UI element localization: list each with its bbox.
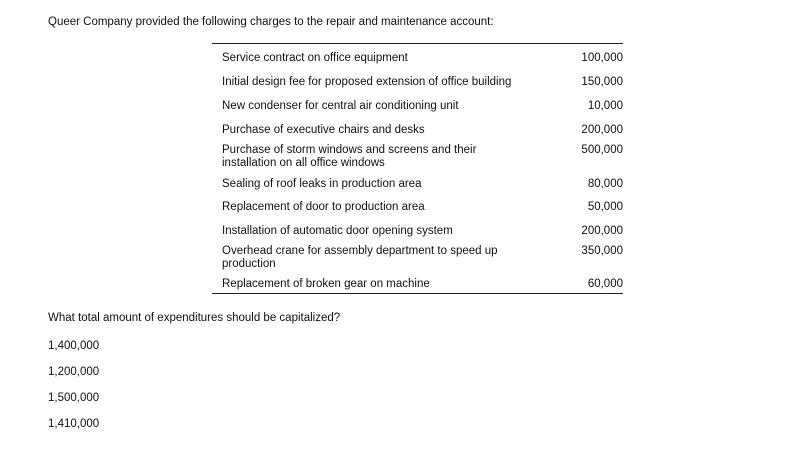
row-amount: 60,000 — [587, 278, 623, 290]
row-description: Replacement of broken gear on machine — [222, 278, 430, 290]
row-description: Service contract on office equipment — [222, 52, 408, 64]
question-text: What total amount of expenditures should be capitalized? — [48, 312, 341, 324]
table-row — [212, 52, 623, 65]
answer-option-4[interactable]: 1,410,000 — [48, 418, 100, 430]
table-row — [212, 178, 623, 191]
row-amount: 100,000 — [581, 52, 623, 64]
table-row — [212, 124, 623, 137]
answer-option-1[interactable]: 1,400,000 — [48, 340, 100, 352]
row-description: Sealing of roof leaks in production area — [222, 178, 422, 190]
row-description: Installation of automatic door opening system — [222, 225, 453, 237]
row-amount: 80,000 — [587, 178, 623, 190]
table-row — [212, 201, 623, 214]
row-amount: 500,000 — [581, 144, 623, 156]
row-amount: 350,000 — [581, 245, 623, 257]
row-description: Overhead crane for assembly department to speed up production — [222, 245, 498, 270]
table-row — [212, 100, 623, 113]
row-description: Replacement of door to production area — [222, 201, 425, 213]
row-amount: 150,000 — [581, 76, 623, 88]
row-description: Initial design fee for proposed extension of office building — [222, 76, 512, 88]
charges-table — [212, 43, 623, 294]
row-amount: 10,000 — [587, 100, 623, 112]
answer-option-2[interactable]: 1,200,000 — [48, 366, 100, 378]
table-row — [212, 225, 623, 238]
table-row — [212, 278, 623, 291]
intro-text: Queer Company provided the following charges to the repair and maintenance account: — [48, 16, 494, 28]
row-amount: 200,000 — [581, 124, 623, 136]
answer-option-3[interactable]: 1,500,000 — [48, 392, 100, 404]
row-description: New condenser for central air conditioning unit — [222, 100, 459, 112]
row-amount: 200,000 — [581, 225, 623, 237]
table-row — [212, 76, 623, 89]
table-row — [212, 144, 623, 170]
table-row — [212, 245, 623, 271]
row-description: Purchase of executive chairs and desks — [222, 124, 425, 136]
row-amount: 50,000 — [587, 201, 623, 213]
row-description: Purchase of storm windows and screens and their installation on all office windows — [222, 144, 477, 169]
